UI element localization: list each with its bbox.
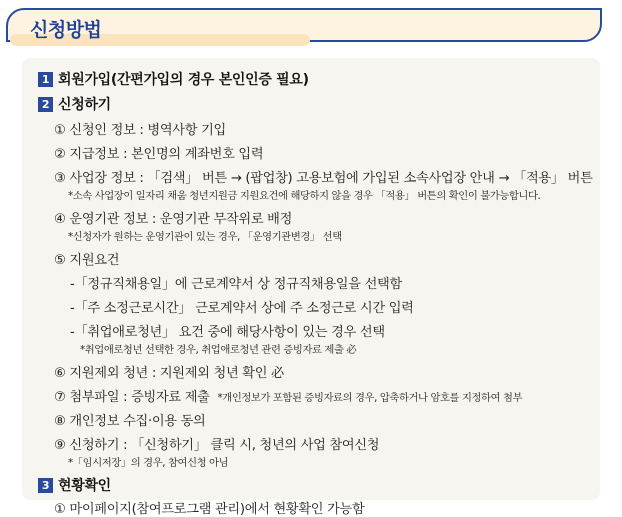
list-item: ① 마이페이지(참여프로그램 관리)에서 현황확인 가능함 (54, 502, 365, 517)
list-item: ⑥ 지원제외 청년 : 지원제외 청년 확인 必 (54, 366, 284, 381)
section-number-badge: 2 (38, 97, 53, 112)
page-title: 신청방법 (30, 19, 102, 41)
section-header (6, 8, 602, 42)
note-text: *신청자가 원하는 운영기관이 있는 경우, 「운영기관변경」 선택 (68, 231, 342, 243)
note-text: *개인정보가 포함된 증빙자료의 경우, 압축하거나 암호를 지정하여 첨부 (217, 392, 523, 404)
list-item: ⑨ 신청하기 : 「신청하기」 클릭 시, 청년의 사업 참여신청 (54, 438, 380, 453)
section-title: 신청하기 (58, 97, 111, 113)
list-item: ① 신청인 정보 : 병역사항 기입 (54, 123, 226, 138)
section-number-badge: 1 (38, 72, 53, 87)
section-1-heading (38, 69, 309, 89)
note-text: *「임시저장」의 경우, 참여신청 아님 (68, 457, 229, 469)
list-item: ④ 운영기관 정보 : 운영기관 무작위로 배정 (54, 212, 293, 227)
sub-item: -「취업애로청년」 요건 중에 해당사항이 있는 경우 선택 (70, 325, 385, 340)
sub-item: -「주 소정근로시간」 근로계약서 상에 주 소정근로 시간 입력 (70, 301, 414, 316)
section-number-badge: 3 (38, 478, 53, 493)
section-title: 현황확인 (58, 478, 111, 494)
sub-item: -「정규직채용일」에 근로계약서 상 정규직채용일을 선택함 (70, 277, 402, 292)
section-2-heading (38, 94, 111, 114)
note-text: *소속 사업장이 일자리 채움 청년지원금 지원요건에 해당하지 않을 경우 「적용」 버튼의 확인이 불가능합니다. (68, 190, 541, 202)
list-item: ⑤ 지원요건 (54, 253, 120, 268)
list-item: ② 지급정보 : 본인명의 계좌번호 입력 (54, 147, 264, 162)
section-3-heading (38, 475, 111, 495)
content-box (22, 58, 600, 500)
note-text: *취업애로청년 선택한 경우, 취업애로청년 관련 증빙자료 제출 必 (80, 344, 357, 356)
list-item: ⑧ 개인정보 수집·이용 동의 (54, 414, 206, 429)
list-item (54, 386, 522, 405)
list-item: ③ 사업장 정보 : 「검색」 버튼 → (팝업창) 고용보험에 가입된 소속사업장 안내 → 「적용」 버튼 (54, 171, 593, 186)
section-title: 회원가입(간편가입의 경우 본인인증 필요) (58, 72, 309, 88)
list-item-main: ⑦ 첨부파일 : 증빙자료 제출 (54, 390, 210, 405)
